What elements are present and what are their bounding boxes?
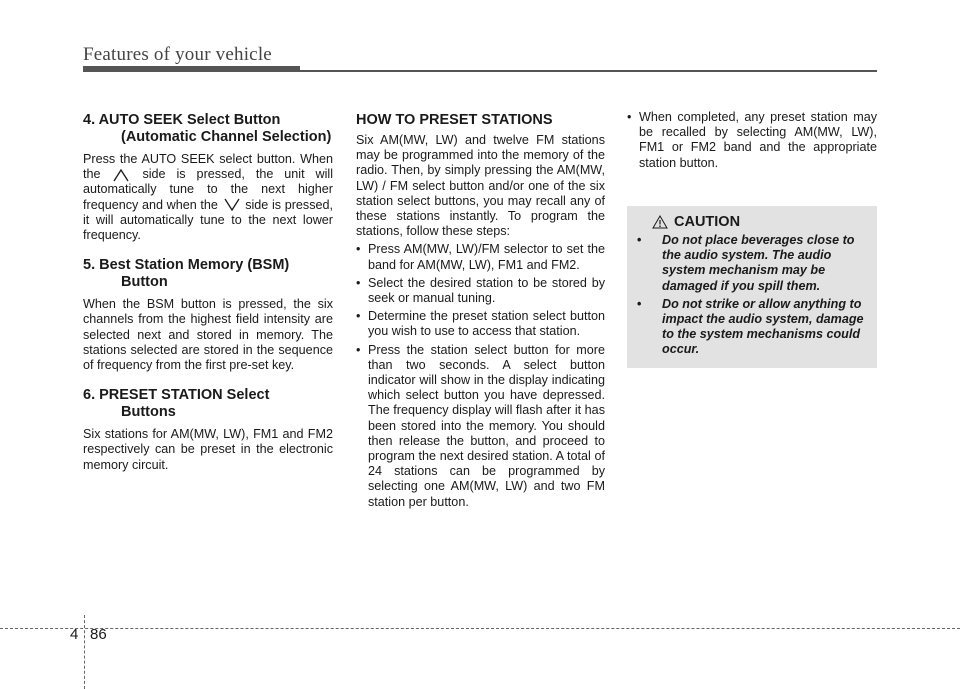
section-title: 4. AUTO SEEK Select Button (Automatic Channel Selection) bbox=[83, 112, 332, 145]
header-accent-bar bbox=[83, 66, 300, 72]
section-title: 6. PRESET STATION Select Buttons bbox=[83, 387, 270, 421]
section-auto-seek bbox=[83, 112, 333, 243]
page-number: 86 bbox=[90, 626, 107, 643]
list-item: • When completed, any preset station may be recalled by selecting AM(MW, LW), FM1 or FM2 band and the appropriate station button. bbox=[627, 110, 877, 171]
how-to-preset-title: HOW TO PRESET STATIONS bbox=[356, 112, 553, 128]
footer-rule bbox=[0, 628, 960, 629]
warning-triangle-icon bbox=[652, 215, 668, 229]
section-preset-buttons bbox=[83, 387, 333, 473]
section-title: 5. Best Station Memory (BSM) Button bbox=[83, 257, 290, 291]
up-arrow-icon bbox=[111, 168, 131, 182]
header-rule bbox=[300, 70, 877, 72]
chapter-number: 4 bbox=[70, 626, 79, 643]
section-text: Six stations for AM(MW, LW), FM1 and FM2 respectively can be preset in the electronic memory circuit. bbox=[83, 427, 333, 472]
list-item: • Determine the preset station select button you wish to use to access that station. bbox=[356, 309, 605, 339]
section-bsm bbox=[83, 257, 333, 373]
preset-steps-list bbox=[356, 242, 605, 509]
down-arrow-icon bbox=[222, 198, 242, 212]
caution-title: CAUTION bbox=[674, 214, 741, 230]
list-item: • Press AM(MW, LW)/FM selector to set the band for AM(MW, LW), FM1 and FM2. bbox=[356, 242, 605, 272]
section-text: Press the AUTO SEEK select button. When the side is pressed, the unit will automatically tune to the next higher frequency and when the side is pressed, it will automatically tune to the next lower frequency. bbox=[83, 152, 334, 243]
caution-item: • Do not strike or allow anything to impact the audio system, damage to the system mechanisms could occur. bbox=[635, 297, 869, 358]
section-text: When the BSM button is pressed, the six channels from the highest field intensity are selected next and stored in memory. The stations selected are stored in the sequence of frequency from the first pre-set key. bbox=[83, 297, 333, 373]
caution-box bbox=[627, 206, 877, 368]
column-middle bbox=[356, 112, 605, 513]
column-left bbox=[83, 112, 333, 487]
column-right bbox=[627, 110, 877, 174]
footer-divider bbox=[84, 615, 85, 689]
caution-item: • Do not place beverages close to the audio system. The audio system mechanism may be damaged if you spill them. bbox=[635, 233, 869, 294]
page-header-title: Features of your vehicle bbox=[83, 44, 272, 65]
list-item: • Select the desired station to be stored by seek or manual tuning. bbox=[356, 276, 605, 306]
list-item: • Press the station select button for more than two seconds. A select button indicator will show in the display indicating which select button you have depressed. The frequency display will flash after it has been stored into the memory. You should then release the button, and proceed to program the next desired station. A total of 24 stations can be programmed by selecting one AM(MW, LW) and two FM station per button. bbox=[356, 343, 605, 510]
how-to-preset-intro: Six AM(MW, LW) and twelve FM stations may be programmed into the memory of the radio. Then, by simply pressing the AM(MW, LW) / FM select button and/or one of the six station select buttons, you may recall any of these stations instantly. To program the stations, follow these steps: bbox=[356, 133, 605, 239]
